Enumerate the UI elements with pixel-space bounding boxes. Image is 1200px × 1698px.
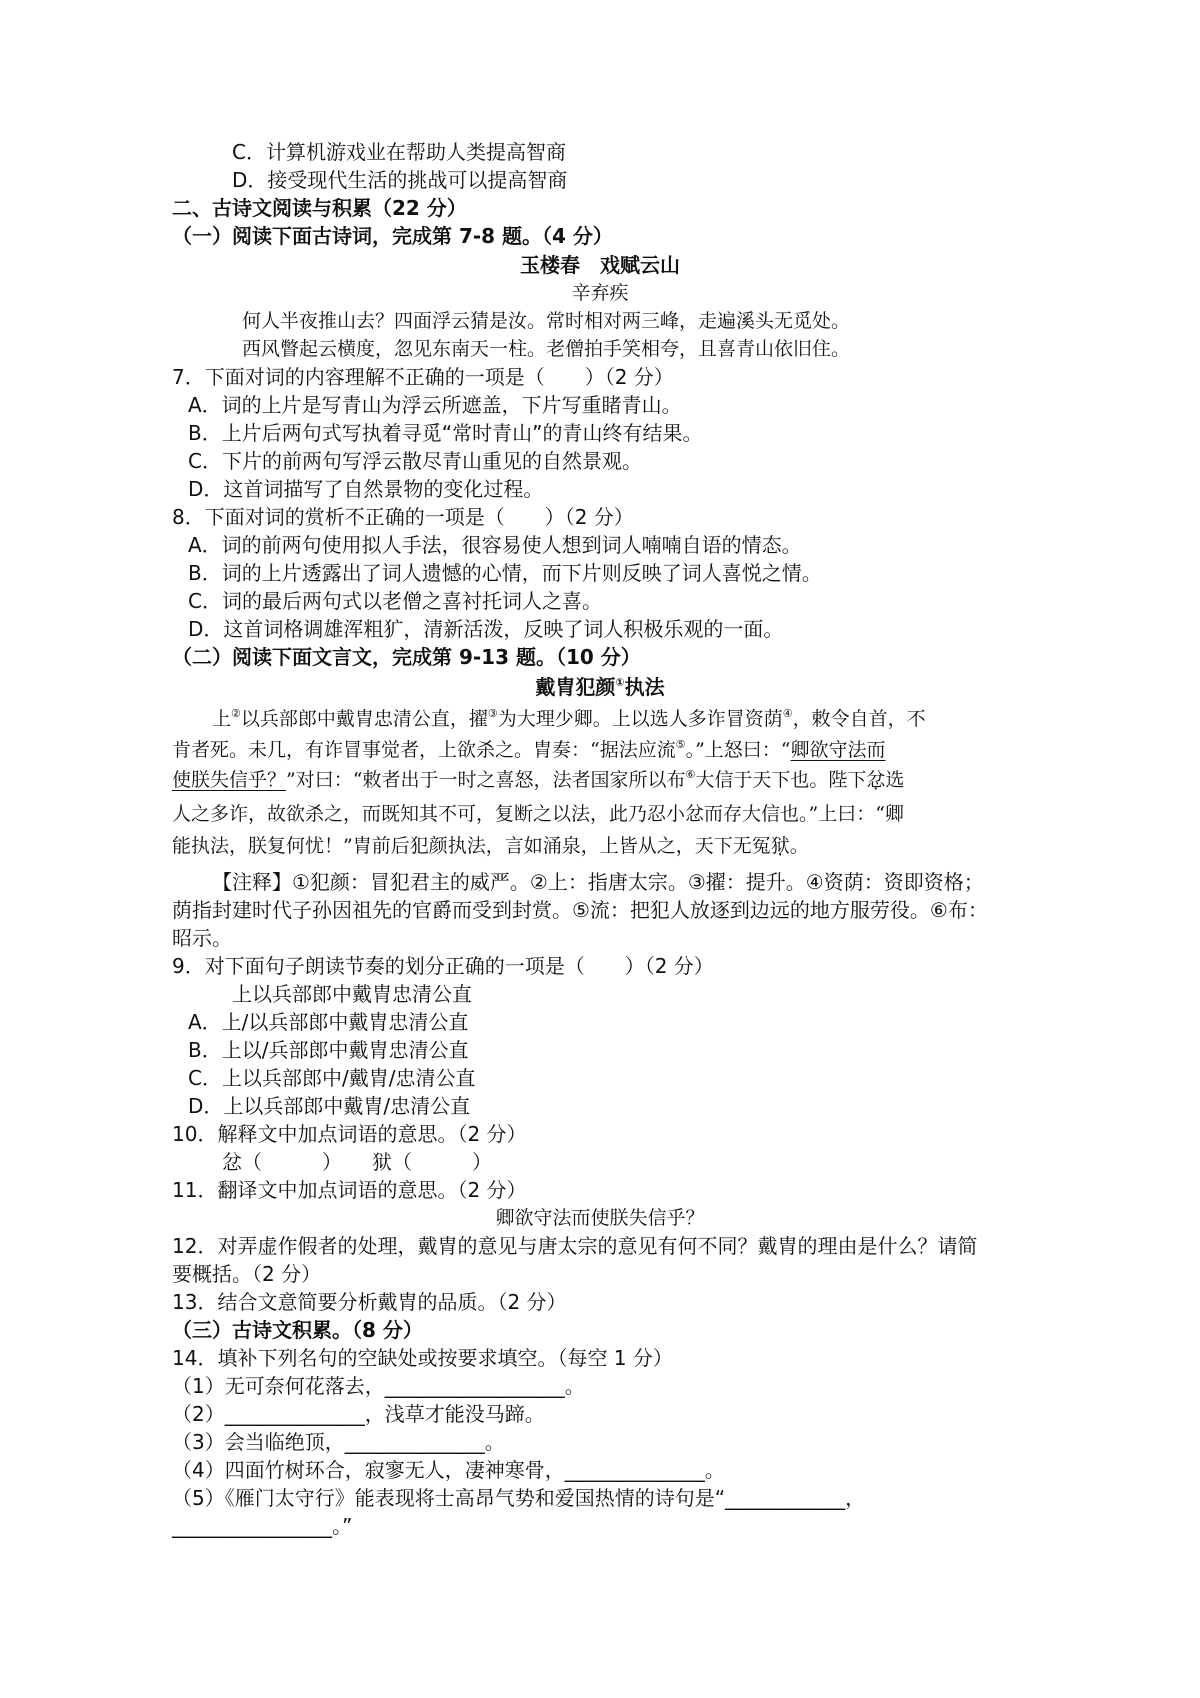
part-1-title: （一）阅读下面古诗词，完成第 7-8 题。（4 分） [172,224,613,248]
q9-sentence: 上以兵部郎中戴胄忠清公直 [232,982,472,1006]
section-2-title: 二、古诗文阅读与积累（22 分） [172,196,467,220]
q9-option-b: B．上以/兵部郎中戴胄忠清公直 [188,1038,469,1062]
q14-item-1: （1）无可奈何花落去，__________________。 [172,1374,585,1398]
q8-option-b: B．词的上片透露出了词人遗憾的心情，而下片则反映了词人喜悦之情。 [188,561,822,585]
q7-option-c: C．下片的前两句写浮云散尽青山重见的自然景观。 [188,449,642,473]
q14-item-5: （5）《雁门太守行》能表现将士高昂气势和爱国热情的诗句是“____________， [172,1486,866,1510]
poem-title: 玉楼春 戏赋云山 [520,253,680,277]
passage-line-5: 能执法，朕复何忧！”胄前后犯颜执法，言如涌泉，上皆从之，天下无冤狱。 [172,835,809,857]
notes-line-2: 荫指封建时代子孙因祖先的官爵而受到封赏。⑤流：把犯人放逐到边远的地方服劳役。⑥布： [172,898,988,922]
q9-option-a: A．上/以兵部郎中戴胄忠清公直 [188,1010,469,1034]
notes-line-1: 【注释】①犯颜：冒犯君主的威严。②上：指唐太宗。③擢：提升。④资荫：资即资格； [212,870,984,894]
q7-option-b: B．上片后两句式写执着寻觅“常时青山”的青山终有结果。 [188,421,703,445]
q7-stem: 7．下面对词的内容理解不正确的一项是（ ）（2 分） [172,365,674,389]
q13-stem: 13．结合文意简要分析戴胄的品质。（2 分） [172,1290,567,1314]
passage-title: 戴胄犯颜①执法 [535,675,665,699]
poem-author: 辛弃疾 [571,282,629,304]
notes-line-3: 昭示。 [172,926,232,950]
q6-option-d: D．接受现代生活的挑战可以提高智商 [232,168,568,192]
passage-line-1: 上②以兵部郎中戴胄忠清公直，擢③为大理少卿。上以选人多诈冒资荫④，敕令自首，不 [212,707,926,730]
q9-option-d: D．上以兵部郎中戴胄/忠清公直 [188,1094,471,1118]
q11-sentence: 卿欲守法而使朕失信乎？ [495,1207,705,1229]
q10-blanks: 忿（ ） 狱（ ） [222,1150,492,1174]
poem-line-1: 何人半夜推山去？四面浮云猜是汝。常时相对两三峰，走遍溪头无觅处。 [242,310,851,332]
q9-stem: 9．对下面句子朗读节奏的划分正确的一项是（ ）（2 分） [172,954,714,978]
poem-line-2: 西风瞥起云横度，忽见东南天一柱。老僧拍手笑相夸，且喜青山依旧住。 [242,338,851,360]
q8-option-d: D．这首词格调雄浑粗犷，清新活泼，反映了词人积极乐观的一面。 [188,617,784,641]
q7-option-a: A．词的上片是写青山为浮云所遮盖，下片写重睹青山。 [188,393,682,417]
q8-stem: 8．下面对词的赏析不正确的一项是（ ）（2 分） [172,505,634,529]
q12-line-1: 12．对弄虚作假者的处理，戴胄的意见与唐太宗的意见有何不同？戴胄的理由是什么？请简 [172,1234,978,1258]
passage-line-3: 使朕失信乎？”对曰：“敕者出于一时之喜怒，法者国家所以布⑥大信于天下也。陛下忿选 [172,768,905,791]
q14-item-4: （4）四面竹树环合，寂寥无人，凄神寒骨，______________。 [172,1458,725,1482]
q14-item-3: （3）会当临绝顶，______________。 [172,1430,505,1454]
q7-option-d: D．这首词描写了自然景物的变化过程。 [188,477,544,501]
passage-line-2: 肯者死。未几，有诈冒事觉者，上欲杀之。胄奏：“据法应流⑤。”上怒曰：“卿欲守法而 [172,738,886,761]
part-2-title: （二）阅读下面文言文，完成第 9-13 题。（10 分） [172,645,641,669]
q11-stem: 11．翻译文中加点词语的意思。（2 分） [172,1178,527,1202]
q14-item-2: （2）______________，浅草才能没马蹄。 [172,1402,545,1426]
passage-line-4: 人之多诈，故欲杀之，而既知其不可，复断之以法，此乃忍小忿而存大信也。”上曰：“卿 [172,803,904,825]
q10-stem: 10．解释文中加点词语的意思。（2 分） [172,1122,527,1146]
q8-option-c: C．词的最后两句式以老僧之喜衬托词人之喜。 [188,589,602,613]
q8-option-a: A．词的前两句使用拟人手法，很容易使人想到词人喃喃自语的情态。 [188,533,802,557]
q6-option-c: C．计算机游戏业在帮助人类提高智商 [232,140,566,164]
q12-line-2: 要概括。（2 分） [172,1262,322,1286]
q14-item-5-cont: ________________。” [172,1514,353,1538]
q14-stem: 14．填补下列名句的空缺处或按要求填空。（每空 1 分） [172,1346,673,1370]
q9-option-c: C．上以兵部郎中/戴胄/忠清公直 [188,1066,476,1090]
part-3-title: （三）古诗文积累。（8 分） [172,1318,423,1342]
